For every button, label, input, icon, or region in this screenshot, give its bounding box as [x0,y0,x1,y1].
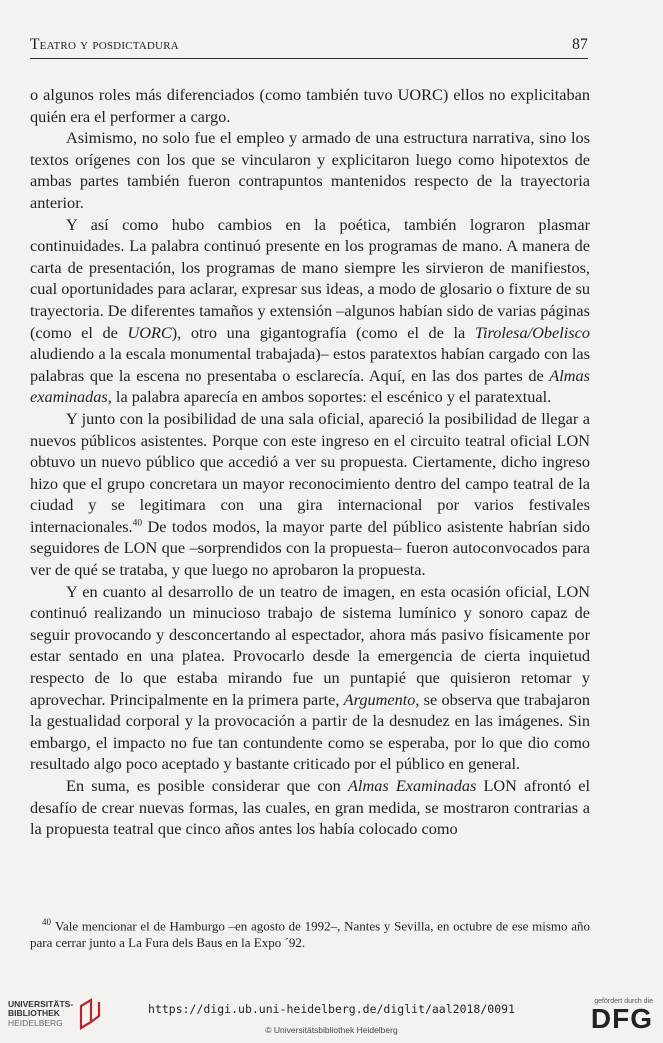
paragraph-6: En suma, es posible considerar que con Almas Examinadas LON afrontó el desafío de crear nuevas formas, las cuales, en gran medida, se mostraron contrarias a la propuesta teatral que cinco años antes los había colocado como [30,776,590,839]
footnote-number: 40 [42,917,51,927]
paragraph-4: Y junto con la posibilidad de una sala oficial, apareció la posibilidad de llegar a nuevos públicos asistentes. Porque con este ingreso en el circuito teatral oficial LON obtuvo un nuevo público que accedió a ver su propuesta. Ciertamente, dicho ingreso hizo que el grupo concretara un mayor reconocimiento dentro del campo teatral de la ciudad y se legitimara con una gira internacional por varios festivales internacionales.$^{40}$ De todos modos, la mayor parte del público asistente habrían sido seguidores de LON que –sorprendidos con la propuesta– fueron autoconvocados para ver de qué se trataba, y que luego no aprobaron la propuesta. [30,408,590,580]
library-logo[interactable]: UNIVERSITÄTS- BIBLIOTHEK HEIDELBERG [8,998,103,1030]
footer [0,992,663,1043]
permalink-url[interactable]: https://digi.ub.uni-heidelberg.de/diglit/aal2018/0091 [148,1002,515,1016]
funder-logo[interactable]: gefördert durch die DFG [590,998,653,1034]
footnote-ref[interactable]: 40 [132,518,143,529]
footnote [30,914,590,951]
footnote-text: Vale mencionar el de Hamburgo –en agosto de 1992–, Nantes y Sevilla, en octubre de ese mismo año para cerrar junto a La Fura dels Baus en la Expo ´92. [30,918,590,951]
paragraph-1: o algunos roles más diferenciados (como también tuvo UORC) ellos no explicitaban quién era el performer a cargo. [30,85,590,126]
running-title: Teatro y posdictadura [30,36,179,53]
page-number: 87 [572,36,588,53]
dfg-logo-icon: DFG [590,1003,653,1034]
paragraph-5: Y en cuanto al desarrollo de un teatro de imagen, en esta ocasión oficial, LON continuó realizando un minucioso trabajo de sistema lumínico y sonoro capaz de seguir provocando y desconcertando al espectador, ahora más pasivo físicamente por estar sentado en una platea. Provocarlo desde la emergencia de cierta inquietud respecto de lo que estaba mirando fue un puntapié que quisieron retomar y aprovechar. Principalmente en la primera parte, Argumento, se observa que trabajaron la gestualidad corporal y la provocación a partir de la desnudez en las imágenes. Sin embargo, el impacto no fue tan contundente como se esperaba, por lo que dio como resultado algo poco aceptado y bastante criticado por el público en general. [30,581,591,774]
copyright-notice: © Universitätsbibliothek Heidelberg [265,1025,398,1035]
paragraph-2: Asimismo, no solo fue el empleo y armado de una estructura narrativa, sino los textos orígenes con los que se vincularon y explicitaron luego como hipotextos de ambas partes también fueron contrapuntos mantenidos respecto de la trayectoria anterior. [30,128,590,212]
header-rule [30,58,588,59]
paragraph-3: Y así como hubo cambios en la poética, también lograron plasmar continuidades. La palabra continuó presente en los programas de mano. A manera de carta de presentación, los programas de mano siempre les sirvieron de manifiestos, cual oportunidades para aclarar, expresar sus ideas, a modo de glosario o fixture de su trayectoria. De diferentes tamaños y extensión –algunos habían sido de varias páginas (como el de UORC), otro una gigantografía (como el de la Tirolesa/Obelisco aludiendo a la escala monumental trabajada)– estos paratextos habían cargado con las palabras que la escena no presentaba o esclarecía. Aquí, en las dos partes de Almas examinadas, la palabra aparecía en ambos soportes: el escénico y el paratextual. [30,214,591,407]
body-text [30,84,590,840]
running-head [30,36,588,54]
